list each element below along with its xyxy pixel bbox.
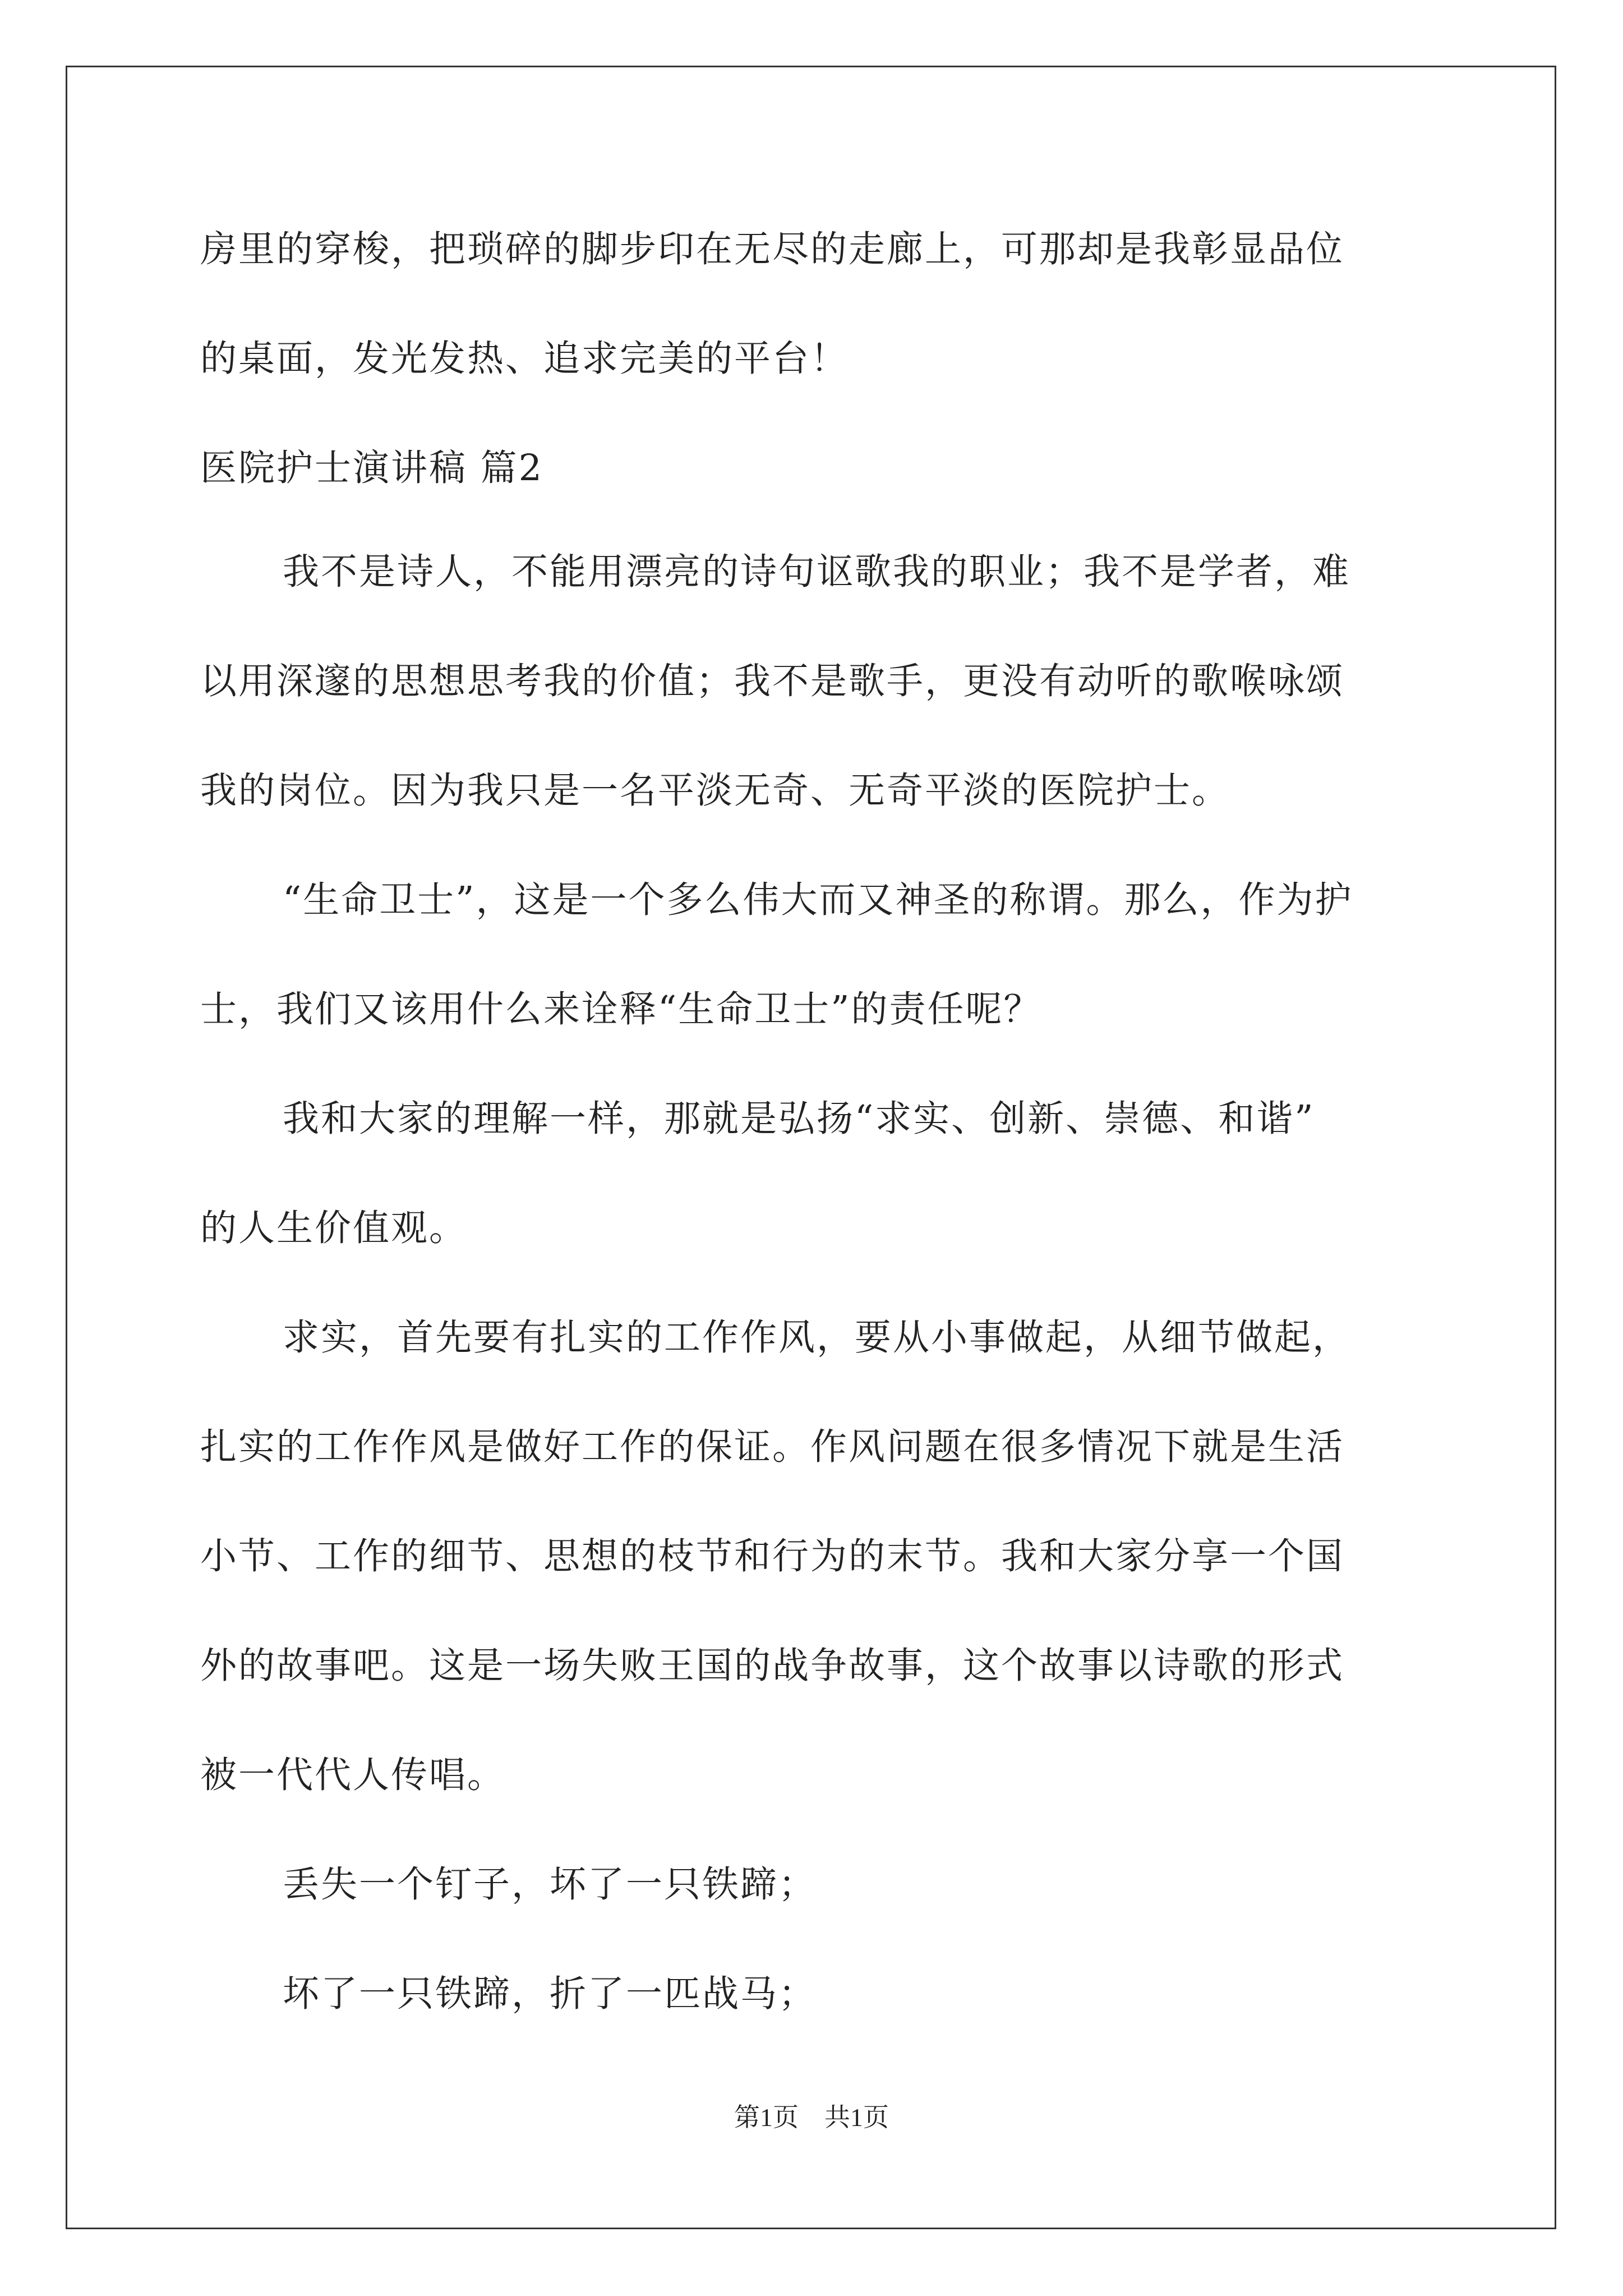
paragraph-first-line: 求实，首先要有扎实的工作作风，要从小事做起，从细节做起， [283,1317,1351,1359]
paragraph-first-line: “生命卫士”，这是一个多么伟大而又神圣的称谓。那么，作为护 [283,879,1353,921]
text-line: 的桌面，发光发热、追求完美的平台！ [200,338,849,380]
section-heading: 医院护士演讲稿 篇2 [200,447,544,489]
text-line: 士，我们又该用什么来诠释“生命卫士”的责任呢？ [200,988,1042,1030]
text-line: 被一代代人传唱。 [200,1754,506,1796]
text-line: 外的故事吧。这是一场失败王国的战争故事，这个故事以诗歌的形式 [200,1645,1345,1687]
page-footer: 第1页 共1页 [734,2103,889,2132]
text-line: 扎实的工作作风是做好工作的保证。作风问题在很多情况下就是生活 [200,1426,1345,1468]
paragraph-first-line: 我不是诗人，不能用漂亮的诗句讴歌我的职业；我不是学者，难 [283,551,1351,593]
verse-line: 丢失一个钉子，坏了一只铁蹄； [283,1864,817,1906]
verse-line: 坏了一只铁蹄，折了一匹战马； [283,1973,817,2015]
text-line: 小节、工作的细节、思想的枝节和行为的末节。我和大家分享一个国 [200,1535,1345,1577]
paragraph-first-line: 我和大家的理解一样，那就是弘扬“求实、创新、崇德、和谐” [283,1098,1315,1140]
text-line: 我的岗位。因为我只是一名平淡无奇、无奇平淡的医院护士。 [200,770,1230,812]
text-line: 的人生价值观。 [200,1207,468,1249]
text-line: 房里的穿梭，把琐碎的脚步印在无尽的走廊上，可那却是我彰显品位 [200,228,1345,270]
text-line: 以用深邃的思想思考我的价值；我不是歌手，更没有动听的歌喉咏颂 [200,660,1345,702]
